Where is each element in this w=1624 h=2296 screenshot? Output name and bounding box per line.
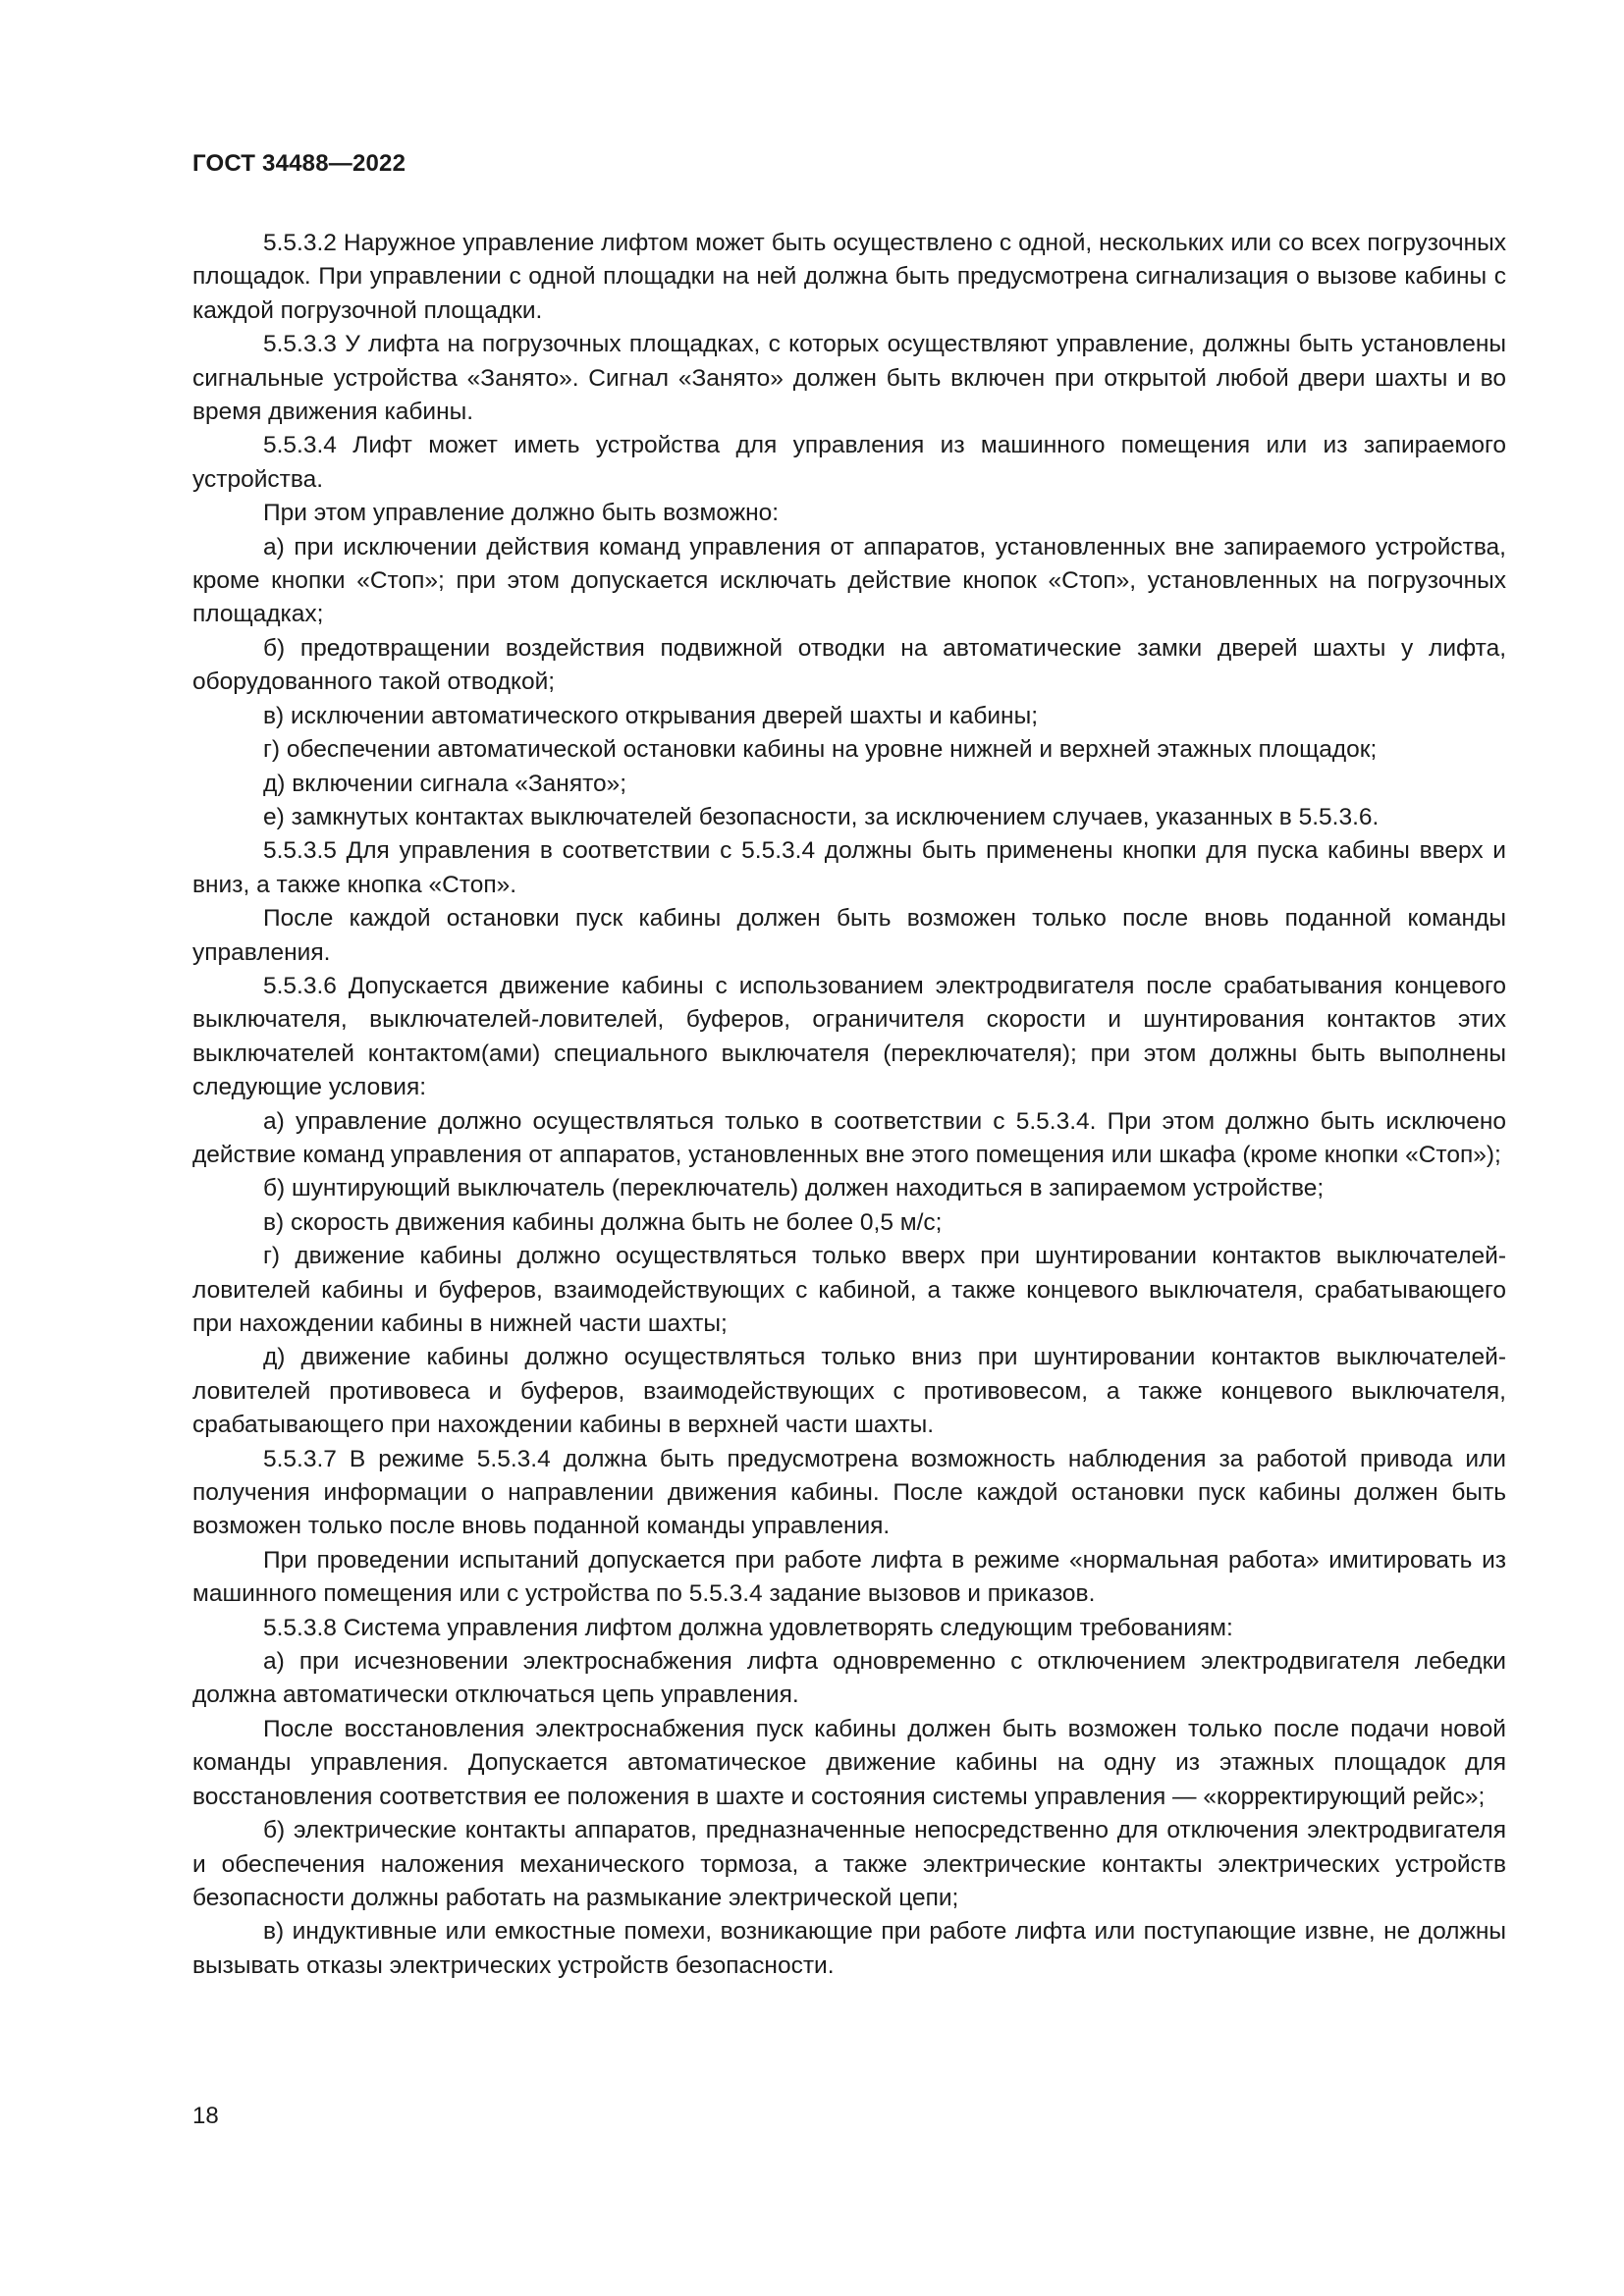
list-item-g: г) обеспечении автоматической остановки кабины на уровне нижней и верхней этажных площадок; bbox=[263, 736, 1378, 764]
paragraph-5-5-3-8: 5.5.3.8 Система управления лифтом должна удовлетворять следующим требованиям: bbox=[263, 1614, 1233, 1641]
list-item-a: а) при исчезновении электроснабжения лифта одновременно с отключением электродвигателя лебедки должна автоматически отключаться цепь управления. bbox=[192, 1648, 1506, 1709]
list-item-b: б) предотвращении воздействия подвижной отводки на автоматические замки дверей шахты у лифта, оборудованного такой отводкой; bbox=[192, 634, 1506, 696]
list-item-a: а) управление должно осуществляться только в соответствии с 5.5.3.4. При этом должно быть исключено действие команд управления от аппаратов, установленных вне этого помещения или шкафа (кроме кнопки «Стоп»); bbox=[192, 1107, 1506, 1168]
list-item-v: в) индуктивные или емкостные помехи, возникающие при работе лифта или поступающие извне, не должны вызывать отказы электрических устройств безопасности. bbox=[192, 1918, 1506, 1979]
paragraph-5-5-3-2: 5.5.3.2 Наружное управление лифтом может быть осуществлено с одной, нескольких или со всех погрузочных площадок. При управлении с одной площадки на ней должна быть предусмотрена сигнализация о вызове кабины с каждой погрузочной площадки. bbox=[192, 230, 1506, 324]
list-item-g: г) движение кабины должно осуществляться только вверх при шунтировании контактов выключателей-ловителей кабины и буферов, взаимодействующих с кабиной, а также концевого выключателя, срабатывающего при нахождении кабины в нижней части шахты; bbox=[192, 1243, 1506, 1337]
list-item-d: д) движение кабины должно осуществляться только вниз при шунтировании контактов выключателей-ловителей противовеса и буферов, взаимодействующих с противовесом, а также концевого выключателя, срабатывающего при нахождении кабины в верхней части шахты. bbox=[192, 1344, 1506, 1439]
page-number: 18 bbox=[192, 2103, 219, 2129]
paragraph-5-5-3-5: 5.5.3.5 Для управления в соответствии с 5.5.3.4 должны быть применены кнопки для пуска кабины вверх и вниз, а также кнопка «Стоп». bbox=[192, 837, 1506, 898]
document-body bbox=[192, 227, 1506, 1983]
paragraph-testing-note: При проведении испытаний допускается при работе лифта в режиме «нормальная работа» имитировать из машинного помещения или с устройства по 5.5.3.4 задание вызовов и приказов. bbox=[192, 1546, 1506, 1608]
list-item-b: б) электрические контакты аппаратов, предназначенные непосредственно для отключения электродвигателя и обеспечения наложения механического тормоза, а также электрические контакты электрических устройств безопасности должны работать на размыкание электрической цепи; bbox=[192, 1817, 1506, 1911]
list-item-a: а) при исключении действия команд управления от аппаратов, установленных вне запираемого устройства, кроме кнопки «Стоп»; при этом допускается исключать действие кнопок «Стоп», установленных на погрузочных площадках; bbox=[192, 533, 1506, 628]
paragraph-power-restore: После восстановления электроснабжения пуск кабины должен быть возможен только после подачи новой команды управления. Допускается автоматическое движение кабины на одну из этажных площадок для восстановления соответствия ее положения в шахте и состояния системы управления — «корректирующий рейс»; bbox=[192, 1715, 1506, 1810]
list-item-v: в) скорость движения кабины должна быть не более 0,5 м/с; bbox=[263, 1208, 943, 1236]
paragraph-5-5-3-7: 5.5.3.7 В режиме 5.5.3.4 должна быть предусмотрена возможность наблюдения за работой привода или получения информации о направлении движения кабины. После каждой остановки пуск кабины должен быть возможен только после вновь поданной команды управления. bbox=[192, 1445, 1506, 1540]
paragraph-5-5-3-6: 5.5.3.6 Допускается движение кабины с использованием электродвигателя после срабатывания концевого выключателя, выключателей-ловителей, буферов, ограничителя скорости и шунтирования контактов этих выключателей контактом(ами) специального выключателя (переключателя); при этом должны быть выполнены следующие условия: bbox=[192, 972, 1506, 1101]
document-header: ГОСТ 34488—2022 bbox=[192, 150, 406, 177]
paragraph-restart-rule: После каждой остановки пуск кабины должен быть возможен только после вновь поданной команды управления. bbox=[192, 905, 1506, 966]
paragraph-5-5-3-3: 5.5.3.3 У лифта на погрузочных площадках, с которых осуществляют управление, должны быть установлены сигнальные устройства «Занято». Сигнал «Занято» должен быть включен при открытой любой двери шахты и во время движения кабины. bbox=[192, 331, 1506, 426]
paragraph-5-5-3-4: 5.5.3.4 Лифт может иметь устройства для управления из машинного помещения или из запираемого устройства. bbox=[192, 432, 1506, 493]
list-item-v: в) исключении автоматического открывания дверей шахты и кабины; bbox=[263, 702, 1039, 729]
list-item-d: д) включении сигнала «Занято»; bbox=[263, 770, 627, 797]
list-item-e: е) замкнутых контактах выключателей безопасности, за исключением случаев, указанных в 5.5.3.6. bbox=[263, 803, 1380, 830]
paragraph-control-intro: При этом управление должно быть возможно: bbox=[263, 500, 780, 527]
list-item-b: б) шунтирующий выключатель (переключатель) должен находиться в запираемом устройстве; bbox=[263, 1175, 1325, 1202]
